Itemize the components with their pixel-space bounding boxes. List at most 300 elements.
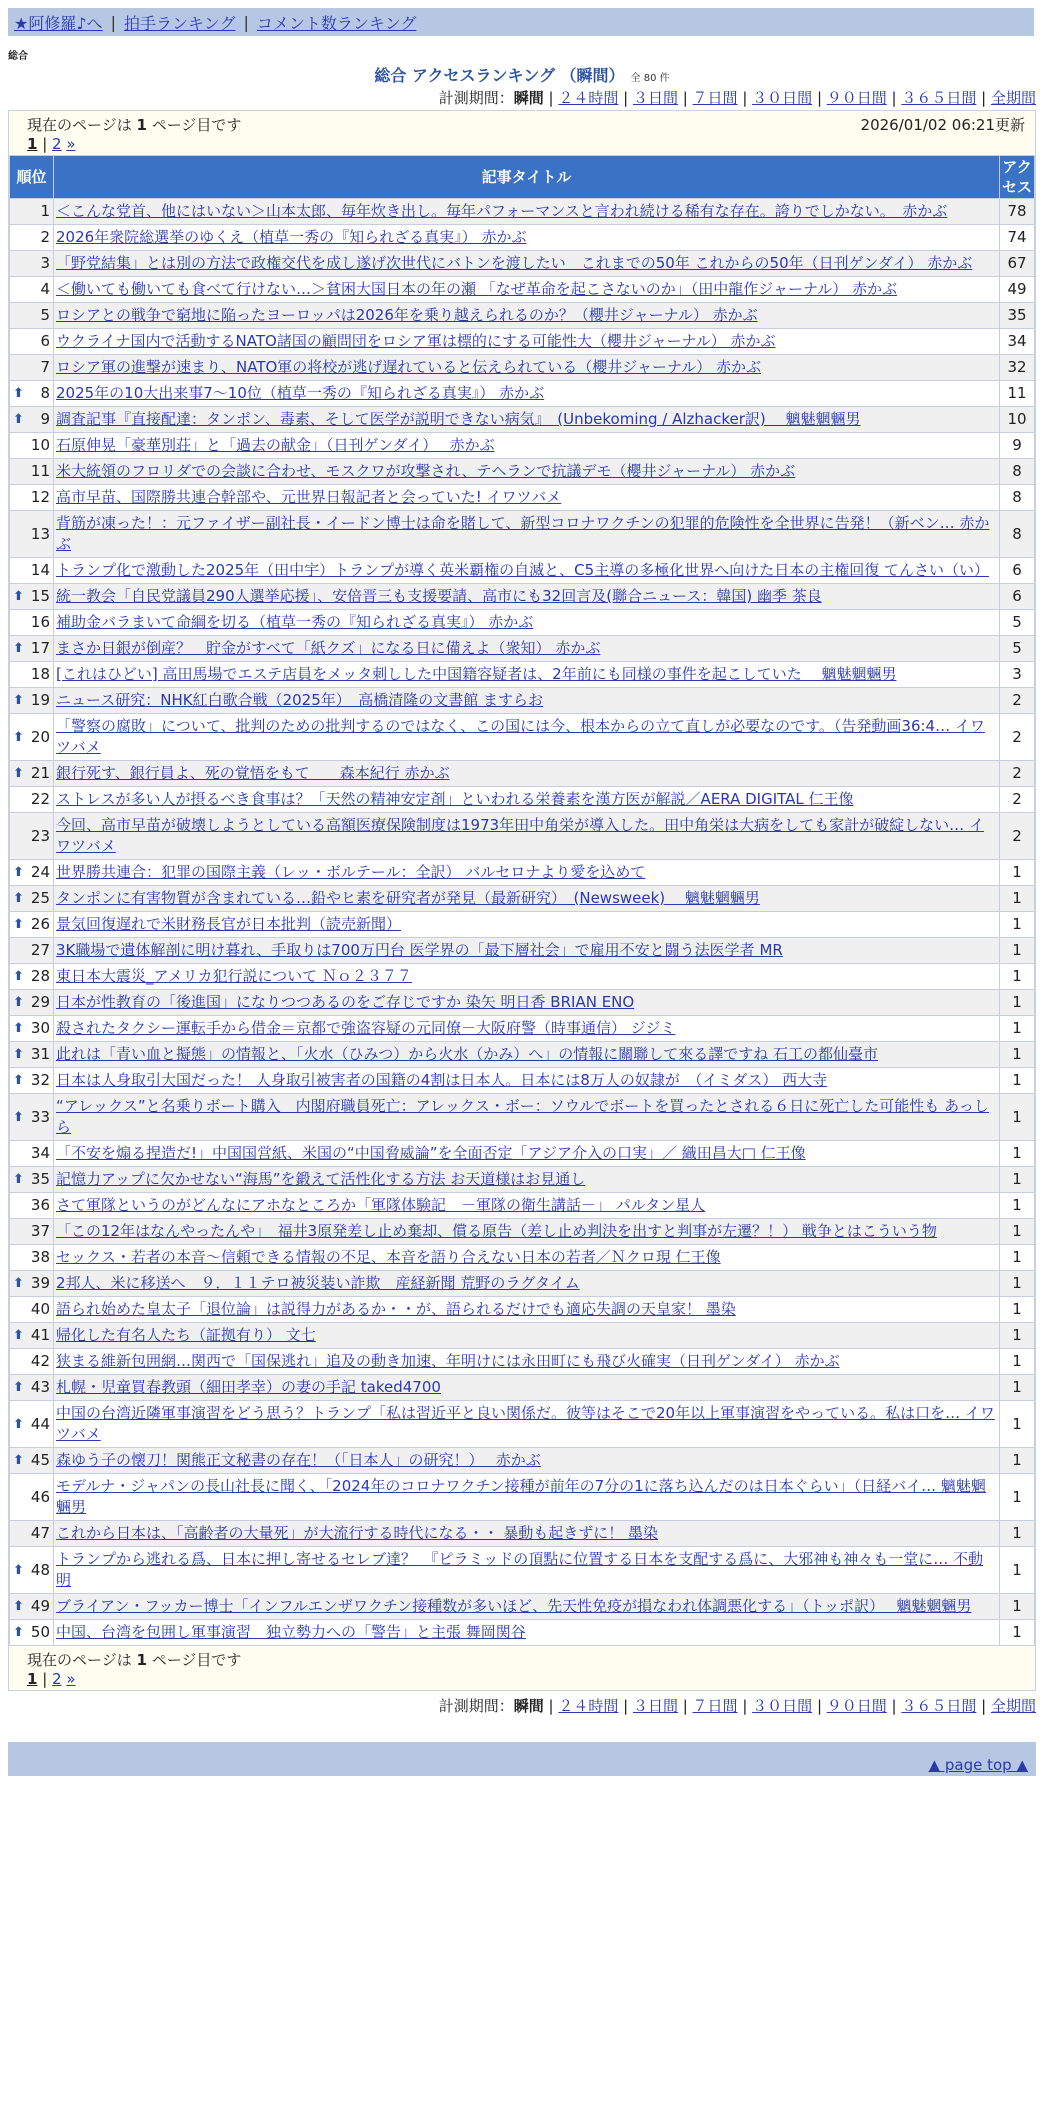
access-count: 35 xyxy=(1000,303,1035,329)
rank-cell xyxy=(10,1297,54,1323)
access-count: 32 xyxy=(1000,355,1035,381)
rank-number: 27 xyxy=(30,941,50,959)
title-cell xyxy=(54,329,1000,355)
article-link[interactable]: 日本は人身取引大国だった！ 人身取引被害者の国籍の4割は日本人。日本には8万人の奴隷が （イミダス） 西大寺 xyxy=(56,1071,828,1089)
up-arrow-icon: ⬆ xyxy=(13,1109,24,1125)
article-link[interactable]: 世界勝共連合：犯罪の国際主義（レッ・ボルテール：全訳） バルセロナより愛を込めて xyxy=(56,863,646,881)
access-count: 8 xyxy=(1000,459,1035,485)
title-cell xyxy=(54,251,1000,277)
period-separator: | xyxy=(812,1697,827,1715)
period-link[interactable]: 全期間 xyxy=(990,1697,1036,1715)
article-link[interactable]: モデルナ・ジャパンの長山社長に聞く、「2024年のコロナワクチン接種が前年の7分の1に落ち込んだのは日本ぐらい」（日経バイ… 魑魅魍魎男 xyxy=(56,1477,986,1516)
access-count: 3 xyxy=(1000,662,1035,688)
pager-top: 1 | 2 » xyxy=(27,135,76,153)
title-cell xyxy=(54,1594,1000,1620)
rank-cell xyxy=(10,1375,54,1401)
rank-cell xyxy=(10,485,54,511)
title-cell xyxy=(54,1448,1000,1474)
rank-number: 16 xyxy=(30,613,50,631)
updated-timestamp: 2026/01/02 06:21更新 xyxy=(860,116,1025,134)
nav-separator: | xyxy=(110,12,116,32)
access-count: 1 xyxy=(1000,1193,1035,1219)
title-cell xyxy=(54,1521,1000,1547)
rank-cell xyxy=(10,1521,54,1547)
period-link[interactable]: 全期間 xyxy=(990,89,1036,107)
title-cell xyxy=(54,1042,1000,1068)
title-cell xyxy=(54,1016,1000,1042)
rank-number: 15 xyxy=(30,587,50,605)
clap-ranking-link[interactable]: 拍手ランキング xyxy=(123,13,236,33)
table-row xyxy=(10,886,1035,912)
table-row xyxy=(10,199,1035,225)
table-row xyxy=(10,381,1035,407)
rank-number: 35 xyxy=(30,1170,50,1188)
period-separator: | xyxy=(618,89,633,107)
table-row xyxy=(10,277,1035,303)
up-arrow-icon: ⬆ xyxy=(13,1073,24,1088)
title-cell xyxy=(54,1193,1000,1219)
rank-cell xyxy=(10,1474,54,1521)
rank-number: 44 xyxy=(30,1414,50,1433)
rank-number: 31 xyxy=(30,1045,50,1063)
period-label: 計測期間： xyxy=(438,1697,514,1715)
rank-number: 47 xyxy=(30,1524,50,1542)
table-row xyxy=(10,329,1035,355)
period-link[interactable]: ９０日間 xyxy=(826,1697,887,1715)
title-cell xyxy=(54,813,1000,860)
access-count: 1 xyxy=(1000,1375,1035,1401)
access-count: 8 xyxy=(1000,511,1035,558)
rank-number: 11 xyxy=(30,462,50,480)
rank-cell xyxy=(10,433,54,459)
title-cell xyxy=(54,912,1000,938)
title-cell xyxy=(54,1375,1000,1401)
rank-number: 46 xyxy=(30,1487,50,1506)
period-separator: | xyxy=(737,1697,753,1715)
title-cell xyxy=(54,1219,1000,1245)
article-link[interactable]: 「警察の腐敗」について、批判のための批判するのではなく、この国には今、根本からの立て直しが必要なのです。（告発動画36:4… イワツバメ xyxy=(56,717,985,756)
title-cell xyxy=(54,1349,1000,1375)
rank-cell xyxy=(10,964,54,990)
period-link[interactable]: ３０日間 xyxy=(752,89,813,107)
title-cell xyxy=(54,558,1000,584)
access-count: 1 xyxy=(1000,1245,1035,1271)
table-row xyxy=(10,225,1035,251)
article-link[interactable]: 中国の台湾近隣軍事演習をどう思う？トランプ「私は習近平と良い関係だ。彼等はそこで20年以上軍事演習をやっている。私は口を… イワツバメ xyxy=(56,1404,995,1443)
access-count: 1 xyxy=(1000,964,1035,990)
access-count: 2 xyxy=(1000,714,1035,761)
footer-bar xyxy=(8,1742,1036,1776)
page-title-text: 総合 アクセスランキング （瞬間） xyxy=(374,66,625,85)
access-count: 1 xyxy=(1000,1068,1035,1094)
rank-number: 36 xyxy=(30,1196,50,1214)
table-row xyxy=(10,636,1035,662)
period-separator: | xyxy=(677,89,693,107)
rank-cell xyxy=(10,199,54,225)
access-count: 1 xyxy=(1000,1016,1035,1042)
up-arrow-icon: ⬆ xyxy=(13,1047,24,1062)
rank-header: 順位 xyxy=(10,156,54,199)
table-row xyxy=(10,1167,1035,1193)
access-count: 34 xyxy=(1000,329,1035,355)
comment-ranking-link[interactable]: コメント数ランキング xyxy=(256,13,417,33)
table-row xyxy=(10,459,1035,485)
pager-next[interactable]: 2 xyxy=(52,135,62,153)
access-count: 6 xyxy=(1000,558,1035,584)
period-selector-top xyxy=(0,87,1036,109)
article-link[interactable]: 統一教会「自民党議員290人選挙応援」、安倍晋三も支援要請、高市にも32回言及(聯合ニュース：韓国) 幽季 茶良 xyxy=(56,587,822,605)
article-link[interactable]: 森ゆう子の懐刀！関熊正文秘書の存在！（「日本人」の研究！） 赤かぶ xyxy=(56,1451,541,1469)
up-arrow-icon: ⬆ xyxy=(13,1599,24,1614)
pager-current: 1 xyxy=(27,135,38,153)
table-row xyxy=(10,1042,1035,1068)
title-cell xyxy=(54,787,1000,813)
rank-number: 3 xyxy=(40,254,50,272)
period-separator: | xyxy=(886,1697,902,1715)
article-link[interactable]: これから日本は、「高齢者の大量死」が大流行する時代になる・・ 暴動も起きずに！ 墨染 xyxy=(56,1524,659,1542)
article-link[interactable]: 殺されたタクシー運転手から借金＝京都で強盗容疑の元同僚－大阪府警（時事通信） ジジミ xyxy=(56,1019,676,1037)
table-row xyxy=(10,813,1035,860)
table-row xyxy=(10,251,1035,277)
page-info: 現在のページは 1 ページ目です xyxy=(27,116,242,134)
article-link[interactable]: 3K職場で遺体解剖に明け暮れ、手取りは700万円台 医学界の「最下層社会」で雇用不安と闘う法医学者 MR xyxy=(56,941,783,959)
article-link[interactable]: 補助金バラまいて命綱を切る（植草一秀の『知られざる真実』） 赤かぶ xyxy=(56,613,534,631)
rank-cell xyxy=(10,813,54,860)
period-link[interactable]: ２４時間 xyxy=(558,89,619,107)
article-link[interactable]: 2026年衆院総選挙のゆくえ（植草一秀の『知られざる真実』） 赤かぶ xyxy=(56,228,527,246)
table-row xyxy=(10,355,1035,381)
up-arrow-icon: ⬆ xyxy=(13,766,24,781)
period-separator: | xyxy=(812,89,827,107)
table-row xyxy=(10,1323,1035,1349)
rank-number: 40 xyxy=(30,1300,50,1318)
period-separator: | xyxy=(543,89,559,107)
rank-number: 14 xyxy=(30,561,50,579)
rank-number: 24 xyxy=(30,863,50,881)
period-link[interactable]: ３６５日間 xyxy=(901,1697,977,1715)
period-link[interactable]: ３日間 xyxy=(632,89,678,107)
rank-number: 28 xyxy=(30,967,50,985)
title-cell xyxy=(54,199,1000,225)
access-count: 1 xyxy=(1000,1620,1035,1646)
rank-cell xyxy=(10,1271,54,1297)
rank-number: 33 xyxy=(30,1107,50,1126)
total-count: 全 80 件 xyxy=(630,73,670,84)
period-link[interactable]: ９０日間 xyxy=(826,89,887,107)
article-link[interactable]: 語られ始めた皇太子「退位論」は説得力があるか・・が、語られるだけでも適応失調の天皇家！ 墨染 xyxy=(56,1300,736,1318)
article-link[interactable]: 石原伸晃「豪華別荘」と「過去の献金」（日刊ゲンダイ） 赤かぶ xyxy=(56,436,495,454)
up-arrow-icon: ⬆ xyxy=(13,1562,24,1578)
rank-cell xyxy=(10,459,54,485)
access-count: 9 xyxy=(1000,433,1035,459)
period-label: 計測期間： xyxy=(438,89,514,107)
rank-number: 10 xyxy=(30,436,50,454)
access-count: 78 xyxy=(1000,199,1035,225)
table-row xyxy=(10,1016,1035,1042)
rank-cell xyxy=(10,938,54,964)
period-current: 瞬間 xyxy=(513,89,544,107)
up-arrow-icon: ⬆ xyxy=(13,1625,24,1640)
pager-next[interactable]: 2 xyxy=(52,1670,62,1688)
period-link[interactable]: ７日間 xyxy=(692,89,738,107)
up-arrow-icon: ⬆ xyxy=(13,917,24,932)
up-arrow-icon: ⬆ xyxy=(13,589,24,604)
title-cell xyxy=(54,1474,1000,1521)
article-link[interactable]: 「不安を煽る捏造だ!」中国国営紙、米国の“中国脅威論”を全面否定「アジア介入の口実」／ 織田昌大□ 仁王像 xyxy=(56,1144,806,1162)
page-info-bottom xyxy=(9,1646,1035,1690)
rank-cell xyxy=(10,1547,54,1594)
rank-number: 12 xyxy=(30,488,50,506)
home-link[interactable]: ★阿修羅♪へ xyxy=(14,13,103,33)
article-link[interactable]: ロシア軍の進撃が速まり、NATO軍の将校が逃げ遅れていると伝えられている（櫻井ジャーナル） 赤かぶ xyxy=(56,358,762,376)
access-count: 49 xyxy=(1000,277,1035,303)
title-header: 記事タイトル xyxy=(54,156,1000,199)
article-link[interactable]: まさか日銀が倒産？ 貯金がすべて「紙クズ」になる日に備えよ（衆知） 赤かぶ xyxy=(56,639,601,657)
article-link[interactable]: セックス・若者の本音〜信頼できる情報の不足、本音を語り合えない日本の若者／Ｎクロ現 仁王像 xyxy=(56,1248,721,1266)
rank-cell xyxy=(10,329,54,355)
rank-cell xyxy=(10,787,54,813)
breadcrumb: 総合 xyxy=(8,51,28,62)
period-current: 瞬間 xyxy=(513,1697,544,1715)
access-count: 5 xyxy=(1000,610,1035,636)
title-cell xyxy=(54,1167,1000,1193)
page-title xyxy=(0,63,1044,85)
article-link[interactable]: さて軍隊というのがどんなにアホなところか「軍隊体験記 －軍隊の衛生講話－」 パルタン星人 xyxy=(56,1196,706,1214)
article-link[interactable]: タンポンに有害物質が含まれている…鉛やヒ素を研究者が発見（最新研究） (Newsweek) 魑魅魍魎男 xyxy=(56,889,760,907)
rank-cell xyxy=(10,251,54,277)
table-row xyxy=(10,1219,1035,1245)
article-link[interactable]: 札幌・児童買春教頭（細田孝幸）の妻の手記 taked4700 xyxy=(56,1378,441,1396)
table-row xyxy=(10,1401,1035,1448)
rank-cell xyxy=(10,1448,54,1474)
table-row xyxy=(10,1547,1035,1594)
title-cell xyxy=(54,636,1000,662)
article-link[interactable]: 高市早苗、国際勝共連合幹部や、元世界日報記者と会っていた! イワツバメ xyxy=(56,488,562,506)
rank-cell xyxy=(10,1141,54,1167)
article-link[interactable]: ブライアン・フッカー博士「インフルエンザワクチン接種数が多いほど、先天性免疫が損なわれ体調悪化する」（トッポ訳） 魑魅魍魎男 xyxy=(56,1597,972,1615)
title-cell xyxy=(54,277,1000,303)
rank-cell xyxy=(10,511,54,558)
access-count: 1 xyxy=(1000,1448,1035,1474)
article-link[interactable]: [これはひどい] 高田馬場でエステ店員をメッタ刺しした中国籍容疑者は、2年前にも同様の事件を起こしていた 魑魅魍魎男 xyxy=(56,665,897,683)
article-link[interactable]: ＜働いても働いても食べて行けない…＞貧困大国日本の年の瀬 「なぜ革命を起こさないのか」（田中龍作ジャーナル） 赤かぶ xyxy=(56,280,897,298)
period-separator: | xyxy=(976,1697,991,1715)
period-link[interactable]: ３日間 xyxy=(632,1697,678,1715)
article-link[interactable]: 日本が性教育の「後進国」になりつつあるのをご存じですか 染矢 明日香 BRIAN ENO xyxy=(56,993,635,1011)
rank-number: 37 xyxy=(30,1222,50,1240)
up-arrow-icon: ⬆ xyxy=(13,386,24,401)
access-count: 1 xyxy=(1000,1094,1035,1141)
pager-current: 1 xyxy=(27,1670,38,1688)
title-cell xyxy=(54,355,1000,381)
article-link[interactable]: 2邦人、米に移送へ ９．１１テロ被災装い詐欺 産経新聞 荒野のラグタイム xyxy=(56,1274,580,1292)
up-arrow-icon: ⬆ xyxy=(13,1172,24,1187)
access-count: 1 xyxy=(1000,1219,1035,1245)
rank-number: 39 xyxy=(30,1274,50,1292)
table-row xyxy=(10,1349,1035,1375)
table-row xyxy=(10,1474,1035,1521)
title-cell xyxy=(54,433,1000,459)
table-row xyxy=(10,1297,1035,1323)
title-cell xyxy=(54,381,1000,407)
rank-number: 4 xyxy=(40,280,50,298)
period-link[interactable]: ３０日間 xyxy=(752,1697,813,1715)
rank-number: 1 xyxy=(40,202,50,220)
access-count: 2 xyxy=(1000,813,1035,860)
access-count: 67 xyxy=(1000,251,1035,277)
access-count: 2 xyxy=(1000,761,1035,787)
article-link[interactable]: ストレスが多い人が摂るべき食事は？「天然の精神安定剤」といわれる栄養素を漢方医が解説／AERA DIGITAL 仁王像 xyxy=(56,790,854,808)
article-link[interactable]: 背筋が凍った！：元ファイザー副社長・イードン博士は命を賭して、新型コロナワクチンの犯罪的危険性を全世界に告発！（新ベン… 赤かぶ xyxy=(56,514,990,553)
pager-more[interactable]: » xyxy=(66,135,76,153)
article-link[interactable]: ロシアとの戦争で窮地に陥ったヨーロッパは2026年を乗り越えられるのか？（櫻井ジャーナル） 赤かぶ xyxy=(56,306,758,324)
title-cell xyxy=(54,511,1000,558)
article-link[interactable]: トランプ化で激動した2025年（田中宇）トランプが導く英米覇権の自滅と、C5主導の多極化世界へ向けた日本の主権回復 てんさい（い） xyxy=(56,561,989,579)
title-cell xyxy=(54,1323,1000,1349)
title-cell xyxy=(54,964,1000,990)
access-count: 1 xyxy=(1000,1349,1035,1375)
title-cell xyxy=(54,485,1000,511)
rank-cell xyxy=(10,761,54,787)
rank-number: 9 xyxy=(40,410,50,428)
article-link[interactable]: ウクライナ国内で活動するNATO諸国の顧問団をロシア軍は標的にする可能性大（櫻井ジャーナル） 赤かぶ xyxy=(56,332,776,350)
article-link[interactable]: 景気回復遅れで米財務長官が日本批判（読売新聞） xyxy=(56,915,402,933)
rank-cell xyxy=(10,886,54,912)
up-arrow-icon: ⬆ xyxy=(13,969,24,984)
up-arrow-icon: ⬆ xyxy=(13,1380,24,1395)
page-top-link[interactable]: ▲ page top ▲ xyxy=(928,1756,1028,1774)
access-count: 1 xyxy=(1000,860,1035,886)
rank-number: 45 xyxy=(30,1451,50,1469)
title-cell xyxy=(54,1094,1000,1141)
article-link[interactable]: 「この12年はなんやったんや」 福井3原発差し止め棄却、償る原告（差し止め判決を出すと判事が左遷？！） 戦争とはこういう物 xyxy=(56,1222,937,1240)
rank-number: 49 xyxy=(30,1597,50,1615)
table-row xyxy=(10,1521,1035,1547)
table-row xyxy=(10,761,1035,787)
article-link[interactable]: 帰化した有名人たち（証拠有り） 文七 xyxy=(56,1326,316,1344)
article-link[interactable]: ニュース研究：NHK紅白歌合戦（2025年） 高橋清隆の文書館 ますらお xyxy=(56,691,544,709)
rank-number: 25 xyxy=(30,889,50,907)
rank-number: 5 xyxy=(40,306,50,324)
table-row xyxy=(10,303,1035,329)
ranking-rows xyxy=(10,199,1035,1646)
table-row xyxy=(10,990,1035,1016)
article-link[interactable]: 銀行死す、銀行員よ、死の覚悟をもて 森本紀行 赤かぶ xyxy=(56,764,450,782)
ranking-box xyxy=(8,110,1036,1691)
table-row xyxy=(10,1375,1035,1401)
up-arrow-icon: ⬆ xyxy=(13,1328,24,1343)
period-separator: | xyxy=(618,1697,633,1715)
article-link[interactable]: 此れは「青い血と擬態」の情報と、「火水（ひみつ）から火水（かみ）へ」の情報に關聯して來る譯ですね 石工の都仙臺市 xyxy=(56,1045,878,1063)
pager-more[interactable]: » xyxy=(66,1670,76,1688)
period-link[interactable]: ７日間 xyxy=(692,1697,738,1715)
article-link[interactable]: 記憶力アップに欠かせない“海馬”を鍛えて活性化する方法 お天道様はお見通し xyxy=(56,1170,586,1188)
title-cell xyxy=(54,1401,1000,1448)
rank-number: 41 xyxy=(30,1326,50,1344)
rank-cell xyxy=(10,1016,54,1042)
article-link[interactable]: 今回、高市早苗が破壊しようとしている高額医療保険制度は1973年田中角栄が導入した。田中角栄は大病をしても家計が破綻しない… イワツバメ xyxy=(56,816,984,855)
period-link[interactable]: ３６５日間 xyxy=(901,89,977,107)
table-row xyxy=(10,1271,1035,1297)
article-link[interactable]: 調査記事『直接配達：タンポン、毒素、そして医学が説明できない病気』 (Unbekoming / Alzhacker訳) 魑魅魍魎男 xyxy=(56,410,861,428)
table-row xyxy=(10,938,1035,964)
rank-cell xyxy=(10,714,54,761)
rank-number: 21 xyxy=(30,764,50,782)
period-link[interactable]: ２４時間 xyxy=(558,1697,619,1715)
table-row xyxy=(10,433,1035,459)
rank-cell xyxy=(10,1167,54,1193)
article-link[interactable]: 「野党結集」とは別の方法で政権交代を成し遂げ次世代にバトンを渡したい これまでの50年 これからの50年（日刊ゲンダイ） 赤かぶ xyxy=(56,254,973,272)
rank-cell xyxy=(10,990,54,1016)
article-link[interactable]: 中国、台湾を包囲し軍事演習 独立勢力への「警告」と主張 舞岡関谷 xyxy=(56,1623,526,1641)
pager-bottom: 1 | 2 » xyxy=(27,1670,76,1688)
article-link[interactable]: 米大統領のフロリダでの会談に合わせ、モスクワが攻撃され、テヘランで抗議デモ（櫻井ジャーナル） 赤かぶ xyxy=(56,462,796,480)
page-info: 現在のページは 1 ページ目です xyxy=(27,1651,242,1669)
title-cell xyxy=(54,688,1000,714)
rank-cell xyxy=(10,225,54,251)
up-arrow-icon: ⬆ xyxy=(13,693,24,708)
rank-number: 6 xyxy=(40,332,50,350)
article-link[interactable]: 東日本大震災_アメリカ犯行説について Ｎｏ２３７７ xyxy=(56,967,412,985)
rank-number: 32 xyxy=(30,1071,50,1089)
up-arrow-icon: ⬆ xyxy=(13,412,24,427)
table-row xyxy=(10,1594,1035,1620)
rank-cell xyxy=(10,912,54,938)
rank-cell xyxy=(10,558,54,584)
up-arrow-icon: ⬆ xyxy=(13,729,24,745)
title-cell xyxy=(54,407,1000,433)
table-row xyxy=(10,1245,1035,1271)
rank-cell xyxy=(10,1594,54,1620)
title-cell xyxy=(54,303,1000,329)
title-cell xyxy=(54,1141,1000,1167)
ranking-table xyxy=(9,155,1035,1646)
rank-cell xyxy=(10,1068,54,1094)
period-separator: | xyxy=(737,89,753,107)
access-count: 1 xyxy=(1000,1521,1035,1547)
rank-number: 38 xyxy=(30,1248,50,1266)
rank-number: 17 xyxy=(30,639,50,657)
rank-cell xyxy=(10,860,54,886)
article-link[interactable]: トランプから逃れる爲、日本に押し寄せるセレブ達？ 『ピラミッドの頂點に位置する日本を支配する爲に、大邪神も神々も一堂に… 不動明 xyxy=(56,1550,983,1589)
title-cell xyxy=(54,1620,1000,1646)
table-row xyxy=(10,964,1035,990)
nav-separator: | xyxy=(243,12,249,32)
period-separator: | xyxy=(677,1697,693,1715)
rank-number: 50 xyxy=(30,1623,50,1641)
up-arrow-icon: ⬆ xyxy=(13,891,24,906)
article-link[interactable]: 狭まる維新包囲網…関西で「国保逃れ」追及の動き加速、年明けには永田町にも飛び火確実（日刊ゲンダイ） 赤かぶ xyxy=(56,1352,840,1370)
article-link[interactable]: 2025年の10大出来事7～10位（植草一秀の『知られざる真実』） 赤かぶ xyxy=(56,384,545,402)
rank-cell xyxy=(10,1349,54,1375)
top-nav xyxy=(8,8,1034,36)
rank-cell xyxy=(10,610,54,636)
table-row xyxy=(10,1068,1035,1094)
access-count: 1 xyxy=(1000,886,1035,912)
article-link[interactable]: “アレックス”と名乗りボート購入 内閣府職員死亡：アレックス・ボー：ソウルでボートを買ったとされる６日に死亡した可能性も あっしら xyxy=(56,1097,989,1136)
rank-cell xyxy=(10,1245,54,1271)
title-cell xyxy=(54,1547,1000,1594)
rank-cell xyxy=(10,1620,54,1646)
access-count: 1 xyxy=(1000,938,1035,964)
article-link[interactable]: ＜こんな党首、他にはいない＞山本太郎、毎年炊き出し。毎年パフォーマンスと言われ続ける稀有な存在。誇りでしかない。 赤かぶ xyxy=(56,202,948,220)
access-count: 1 xyxy=(1000,1271,1035,1297)
access-count: 2 xyxy=(1000,787,1035,813)
title-cell xyxy=(54,860,1000,886)
rank-number: 48 xyxy=(30,1560,50,1579)
period-separator: | xyxy=(976,89,991,107)
table-row xyxy=(10,662,1035,688)
